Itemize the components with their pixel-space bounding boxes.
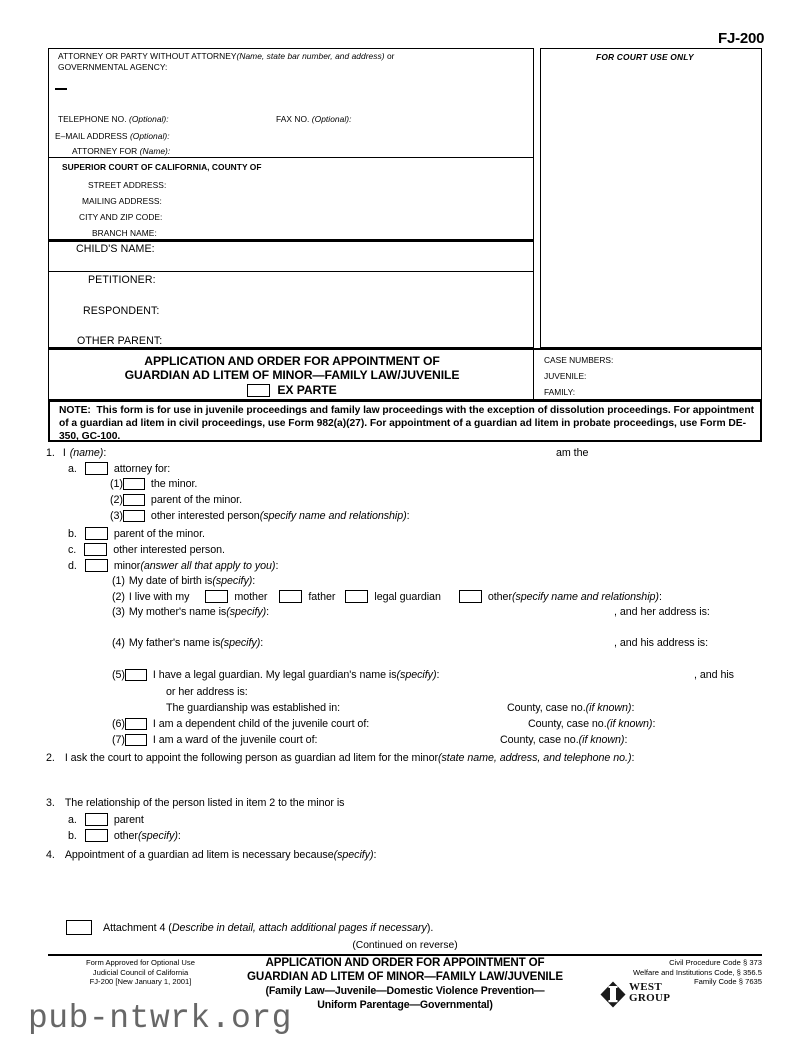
item-1d-label: minor <box>113 559 141 572</box>
item-1d4-right <box>614 637 708 649</box>
item-3b-letter: b. <box>68 829 77 842</box>
superior-court-label: SUPERIOR COURT OF CALIFORNIA, COUNTY OF <box>62 162 262 172</box>
fax-label-optional: (Optional): <box>311 114 352 124</box>
item-1a1-marker: (1) <box>110 478 123 490</box>
item-4-italic: (specify) <box>333 849 374 861</box>
item-1a3-italic: (specify name and relationship) <box>259 510 407 522</box>
item-1a3-row <box>110 510 410 522</box>
item-4-tail: : <box>373 849 377 861</box>
ex-parte-label: EX PARTE <box>277 383 337 397</box>
item-1d5-line2 <box>166 686 248 698</box>
item-1b-label: parent of the minor. <box>113 527 205 540</box>
other-parent-label: OTHER PARENT: <box>77 335 163 347</box>
note-text <box>59 405 755 443</box>
item-1a2-checkbox[interactable] <box>123 494 145 506</box>
item-1a-label: attorney for: <box>113 462 171 475</box>
governmental-agency-label: GOVERNMENTAL AGENCY: <box>58 62 168 72</box>
item-1d2-marker: (2) <box>112 590 125 603</box>
attachment-4-tail: ). <box>426 921 434 934</box>
footer-right-line-1: Civil Procedure Code § 373 <box>669 958 762 967</box>
item-4-label: Appointment of a guardian ad litem is necessary because <box>64 849 334 861</box>
footer-title-line4: Uniform Parentage—Governmental) <box>317 999 493 1011</box>
footer-left-line-1: Form Approved for Optional Use <box>86 958 195 967</box>
continued-on-reverse: (Continued on reverse) <box>352 940 458 951</box>
email-label <box>55 131 170 141</box>
item-1d2-other-tail: : <box>658 590 662 603</box>
item-1d3-label: My mother's name is <box>128 606 227 618</box>
case-number-family-label: FAMILY: <box>544 387 576 397</box>
item-1d2-other-checkbox[interactable] <box>459 590 482 603</box>
item-1d5-row <box>112 669 439 681</box>
item-1d5-right-text: , and his <box>694 669 734 681</box>
item-1a3-tail: : <box>406 510 410 522</box>
item-1a2-marker: (2) <box>110 494 123 506</box>
item-1d-italic: (answer all that apply to you) <box>140 559 276 572</box>
item-1d3-marker: (3) <box>112 606 125 618</box>
item-1d5-line3-right-text: County, case no. <box>507 702 586 714</box>
item-1a-letter: a. <box>68 462 77 475</box>
telephone-label-text: TELEPHONE NO. <box>58 114 127 124</box>
item-1d7-label: I am a ward of the juvenile court of: <box>152 734 318 746</box>
item-1d3-right <box>614 606 710 618</box>
item-1a3-label: other interested person <box>150 510 260 522</box>
case-number-juvenile-label: JUVENILE: <box>544 371 587 381</box>
mailing-address-label: MAILING ADDRESS: <box>82 196 162 206</box>
item-1d2-label: I live with my <box>128 590 190 603</box>
item-1d2-row <box>112 590 662 603</box>
item-1d5-marker: (5) <box>112 669 125 681</box>
item-4-row <box>46 849 376 861</box>
item-3-label: The relationship of the person listed in item 2 to the minor is <box>64 797 345 809</box>
item-1d6-right-italic: (if known) <box>606 718 653 730</box>
case-numbers-box <box>534 348 762 400</box>
footer-right-line-3: Family Code § 7635 <box>694 977 762 987</box>
item-1b-row <box>68 527 205 540</box>
item-1d5-line3-text: The guardianship was established in: <box>166 702 341 714</box>
form-title-line2: GUARDIAN AD LITEM OF MINOR—FAMILY LAW/JUVENILE <box>124 368 460 382</box>
item-1b-letter: b. <box>68 527 77 540</box>
item-1d5-right <box>694 669 734 681</box>
item-1d4-row <box>112 637 263 649</box>
item-1d6-checkbox[interactable] <box>125 718 147 730</box>
west-group-line1: WEST <box>629 981 662 993</box>
form-title-line1: APPLICATION AND ORDER FOR APPOINTMENT OF <box>144 354 440 368</box>
item-1a1-row <box>110 478 197 490</box>
item-1d2-legal-guardian-checkbox[interactable] <box>345 590 368 603</box>
item-1c-checkbox[interactable] <box>84 543 107 556</box>
item-1d6-row <box>112 718 369 730</box>
attorney-entry-dash <box>55 88 67 90</box>
telephone-label-optional: (Optional): <box>129 114 169 124</box>
item-1d6-right-tail: : <box>652 718 656 730</box>
form-number: FJ-200 <box>718 30 765 47</box>
item-1-number: 1. <box>46 447 55 459</box>
item-1d1-italic: (specify) <box>212 575 253 587</box>
item-3-number: 3. <box>46 797 55 809</box>
item-1d7-right <box>500 734 627 746</box>
west-group-logo <box>600 980 672 1010</box>
item-1c-label: other interested person. <box>113 543 225 556</box>
item-1d2-other-label: other <box>487 590 512 603</box>
item-1d4-tail: : <box>260 637 264 649</box>
item-2-italic: (state name, address, and telephone no.) <box>437 752 632 764</box>
item-1d-tail: : <box>275 559 279 572</box>
item-3b-label: other <box>113 829 138 842</box>
item-1d6-right <box>528 718 655 730</box>
item-3a-row <box>68 813 144 826</box>
telephone-label <box>58 114 169 124</box>
item-1d2-legal-guardian-label: legal guardian <box>374 590 441 603</box>
attorney-for-label <box>72 146 170 156</box>
item-3b-tail: : <box>177 829 181 842</box>
item-1a1-checkbox[interactable] <box>123 478 145 490</box>
item-1d5-line3 <box>166 702 340 714</box>
attachment-4-italic: Describe in detail, attach additional pages if necessary <box>171 921 427 934</box>
item-1d2-mother-checkbox[interactable] <box>205 590 228 603</box>
attachment-4-label: Attachment 4 ( <box>103 921 172 934</box>
item-1d1-row <box>112 575 255 587</box>
west-group-wordmark <box>629 982 670 1003</box>
attorney-box-title <box>58 51 395 61</box>
item-1a2-label: parent of the minor. <box>150 494 243 506</box>
attorney-box-title-main: ATTORNEY OR PARTY WITHOUT ATTORNEY <box>58 51 237 61</box>
ex-parte-row <box>49 383 535 397</box>
item-1d2-other-italic: (specify name and relationship) <box>511 590 659 603</box>
footer-title-line1: APPLICATION AND ORDER FOR APPOINTMENT OF <box>265 956 545 969</box>
attorney-for-label-name: (Name): <box>139 146 171 156</box>
item-2-row <box>46 752 634 764</box>
item-1a3-checkbox[interactable] <box>123 510 145 522</box>
west-group-line2: GROUP <box>629 991 671 1004</box>
city-zip-label: CITY AND ZIP CODE: <box>79 212 163 222</box>
fax-label-text: FAX NO. <box>276 114 310 124</box>
footer-title-line2: GUARDIAN AD LITEM OF MINOR—FAMILY LAW/JUVENILE <box>246 970 563 983</box>
item-1a-checkbox[interactable] <box>85 462 108 475</box>
attachment-4-checkbox[interactable] <box>66 920 92 935</box>
item-1d5-checkbox[interactable] <box>125 669 147 681</box>
item-1-row <box>46 447 106 459</box>
ex-parte-checkbox[interactable] <box>247 384 270 397</box>
item-1a-row <box>68 462 170 475</box>
item-1d-letter: d. <box>68 559 77 572</box>
item-3a-checkbox[interactable] <box>85 813 108 826</box>
item-1d2-father-checkbox[interactable] <box>279 590 302 603</box>
item-1d7-marker: (7) <box>112 734 125 746</box>
item-1c-row <box>68 543 225 556</box>
item-1d1-tail: : <box>252 575 256 587</box>
fax-label <box>276 114 351 124</box>
item-1d4-marker: (4) <box>112 637 125 649</box>
attorney-box-title-italic: (Name, state bar number, and address) <box>236 51 385 61</box>
footer-left-block <box>48 958 233 987</box>
footer-right-line-2: Welfare and Institutions Code, § 356.5 <box>632 967 762 977</box>
item-1d6-marker: (6) <box>112 718 125 730</box>
item-1d1-label: My date of birth is <box>128 575 213 587</box>
item-1-am-the-text: am the <box>556 447 589 459</box>
form-title-box <box>48 348 534 400</box>
respondent-label: RESPONDENT: <box>83 305 160 317</box>
item-3b-checkbox[interactable] <box>85 829 108 842</box>
attachment-4-row <box>66 920 433 935</box>
item-1d7-row <box>112 734 317 746</box>
note-prefix: NOTE: <box>59 405 91 416</box>
footer-left-line-3: FJ-200 [New January 1, 2001] <box>89 977 192 987</box>
item-1d5-line3-right-tail: : <box>631 702 635 714</box>
item-1d5-label: I have a legal guardian. My legal guardian's name is <box>152 669 397 681</box>
item-1d7-right-text: County, case no. <box>500 734 579 746</box>
branch-name-label: BRANCH NAME: <box>92 228 157 238</box>
item-1d3-italic: (specify) <box>226 606 267 618</box>
item-3b-italic: (specify) <box>137 829 178 842</box>
footer-left-line-2: Judicial Council of California <box>92 967 189 977</box>
item-2-label: I ask the court to appoint the following person as guardian ad litem for the minor <box>64 752 438 764</box>
item-1c-letter: c. <box>68 543 77 556</box>
item-1a2-row <box>110 494 242 506</box>
note-box <box>48 400 762 442</box>
attorney-for-label-text: ATTORNEY FOR <box>72 146 138 156</box>
item-4-number: 4. <box>46 849 55 861</box>
item-3a-letter: a. <box>68 813 77 826</box>
item-1b-checkbox[interactable] <box>85 527 108 540</box>
attorney-box-title-tail: or <box>384 51 395 61</box>
west-group-diamond-icon <box>600 981 626 1008</box>
for-court-use-only-box <box>540 48 762 348</box>
item-1-lead-tail: : <box>103 447 107 459</box>
note-body: This form is for use in juvenile proceedings and family law proceedings with the exception of dissolution proceedings. For appointment of a guardian ad litem in civil proceedings, use Form 982(a)(27). For appointment of a guardian ad litem in probate proceedings, use Form DE-350, GC-100. <box>59 405 754 442</box>
footer-title-line3: (Family Law—Juvenile—Domestic Violence Prevention— <box>265 985 545 997</box>
item-1d2-father-label: father <box>308 590 336 603</box>
item-3b-row <box>68 829 181 842</box>
item-2-number: 2. <box>46 752 55 764</box>
item-1-lead-italic: (name) <box>69 447 104 459</box>
item-1d-checkbox[interactable] <box>85 559 108 572</box>
item-1a1-label: the minor. <box>150 478 198 490</box>
item-1d7-right-tail: : <box>624 734 628 746</box>
item-2-tail: : <box>631 752 635 764</box>
for-court-use-only-label: FOR COURT USE ONLY <box>596 52 694 62</box>
item-1d6-label: I am a dependent child of the juvenile court of: <box>152 718 370 730</box>
street-address-label: STREET ADDRESS: <box>88 180 167 190</box>
item-1-lead: I <box>62 447 66 459</box>
item-1d5-tail: : <box>436 669 440 681</box>
item-1d4-right-text: , and his address is: <box>614 637 709 649</box>
item-3-row <box>46 797 344 809</box>
email-label-text: E–MAIL ADDRESS <box>55 131 128 141</box>
item-1d4-italic: (specify) <box>220 637 261 649</box>
item-3a-label: parent <box>113 813 144 826</box>
item-1d-row <box>68 559 278 572</box>
site-watermark: pub-ntwrk.org <box>28 1000 292 1037</box>
item-1d1-marker: (1) <box>112 575 125 587</box>
item-1d7-checkbox[interactable] <box>125 734 147 746</box>
item-1d2-mother-label: mother <box>234 590 268 603</box>
item-1d5-line3-right-italic: (if known) <box>585 702 632 714</box>
item-1d6-right-text: County, case no. <box>528 718 607 730</box>
item-1d4-label: My father's name is <box>128 637 221 649</box>
item-1d3-tail: : <box>266 606 270 618</box>
item-1d3-right-text: , and her address is: <box>614 606 710 618</box>
case-numbers-heading: CASE NUMBERS: <box>544 355 614 365</box>
petitioner-label: PETITIONER: <box>88 274 156 286</box>
childs-name-label: CHILD'S NAME: <box>76 243 155 255</box>
item-1-am-the <box>556 447 588 459</box>
item-1d7-right-italic: (if known) <box>578 734 625 746</box>
item-1d5-line3-right <box>507 702 634 714</box>
item-1d5-italic: (specify) <box>396 669 437 681</box>
item-1d3-row <box>112 606 269 618</box>
item-1d5-line2-text: or her address is: <box>166 686 248 698</box>
email-label-optional: (Optional): <box>129 131 170 141</box>
item-1a3-marker: (3) <box>110 510 123 522</box>
